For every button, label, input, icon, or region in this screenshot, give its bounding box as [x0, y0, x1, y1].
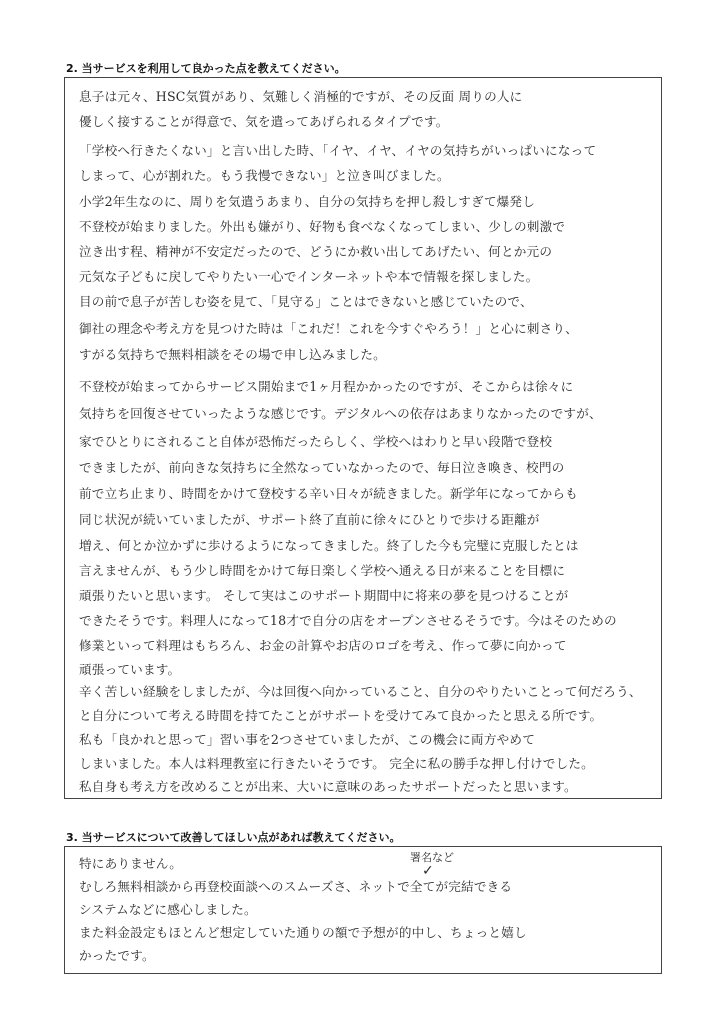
answer-line: できたそうです。料理人になって18才で自分の店をオープンさせるそうです。今はそのための: [79, 613, 617, 628]
answer-line: しまって、心が割れた。もう我慢できない」と泣き叫びました。: [79, 168, 450, 183]
answer-line: 私自身も考え方を改めることが出来、大いに意味のあったサポートだったと思います。: [79, 779, 577, 794]
insertion-annotation: 署名など: [410, 851, 454, 864]
answer-line: 特にありません。: [79, 856, 183, 871]
answer-line: 「学校へ行きたくない」と言い出した時、「イヤ、イヤ、イヤの気持ちがいっぱいになって: [79, 143, 597, 158]
answer-line: すがる気持ちで無料相談をその場で申し込みました。: [79, 347, 386, 362]
section2-answer-box: [64, 77, 662, 799]
answer-line: 同じ状況が続いていましたが、サポート終了直前に徐々にひとりで歩ける距離が: [79, 512, 540, 527]
answer-line: できましたが、前向きな気持ちに全然なっていなかったので、毎日泣き喚き、校門の: [79, 460, 565, 475]
answer-line: と自分について考える時間を持てたことがサポートを受けてみて良かったと思える所です。: [79, 708, 603, 723]
answer-line: 不登校が始まりました。外出も嫌がり、好物も食べなくなってしまい、少しの刺激で: [79, 219, 566, 234]
section3-heading: 3. 当サービスについて改善してほしい点があれば教えてください。: [66, 831, 401, 844]
answer-line: 優しく接することが得意で、気を遣ってあげられるタイプです。: [79, 114, 449, 129]
answer-line: 気持ちを回復させていったような感じです。デジタルへの依存はあまりなかったのですが、: [79, 406, 602, 421]
answer-line: 御社の理念や考え方を見つけた時は「これだ！これを今すぐやろう！」と心に刺さり、: [79, 321, 578, 336]
section3-answer-box: [64, 846, 662, 974]
answer-line: 辛く苦しい経験をしましたが、今は回復へ向かっていること、自分のやりたいことって何だろう、: [79, 684, 642, 699]
answer-line: むしろ無料相談から再登校面談へのスムーズさ、ネットで全てが完結できる: [79, 879, 513, 894]
answer-line: 元気な子どもに戻してやりたい一心でインターネットや本で情報を探しました。: [79, 269, 539, 284]
answer-line: 頑張っています。: [79, 662, 181, 677]
insertion-caret-mark: ✓: [422, 863, 434, 879]
answer-line: 増え、何とか泣かずに歩けるようになってきました。終了した今も完璧に克服したとは: [79, 538, 579, 553]
answer-line: しまいました。本人は料理教室に行きたいそうです。 完全に私の勝手な押し付けでした。: [79, 756, 594, 771]
answer-line: 目の前で息子が苦しむ姿を見て、「見守る」ことはできないと感じていたので、: [79, 294, 533, 309]
answer-line: 家でひとりにされること自体が恐怖だったらしく、学校へはわりと早い段階で登校: [79, 434, 553, 449]
answer-line: かったです。: [79, 948, 155, 963]
answer-line: 泣き出す程、精神が不安定だったので、どうにか救い出してあげたい、何とか元の: [79, 244, 553, 259]
answer-line: 修業といって料理はもちろん、お金の計算やお店のロゴを考え、作って夢に向かって: [79, 638, 567, 653]
answer-line: 前で立ち止まり、時間をかけて登校する辛い日々が続きました。新学年になってからも: [79, 486, 578, 501]
section2-heading: 2. 当サービスを利用して良かった点を教えてください。: [66, 62, 346, 75]
answer-line: 言えませんが、もう少し時間をかけて毎日楽しく学校へ通える日が来ることを目標に: [79, 563, 566, 578]
answer-line: 私も「良かれと思って」習い事を2つさせていましたが、この機会に両方やめて: [79, 732, 535, 747]
answer-line: 頑張りたいと思います。 そして実はこのサポート期間中に将来の夢を見つけることが: [79, 588, 569, 603]
answer-line: 息子は元々、HSC気質があり、気難しく消極的ですが、その反面 周りの人に: [79, 89, 523, 104]
answer-line: また料金設定もほとんど想定していた通りの額で予想が的中し、ちょっと嬉し: [79, 925, 527, 940]
answer-line: 不登校が始まってからサービス開始まで1ヶ月程かかったのですが、そこからは徐々に: [79, 379, 574, 394]
answer-line: システムなどに感心しました。: [79, 902, 257, 917]
answer-line: 小学2年生なのに、周りを気遣うあまり、自分の気持ちを押し殺しすぎて爆発し: [79, 194, 535, 209]
